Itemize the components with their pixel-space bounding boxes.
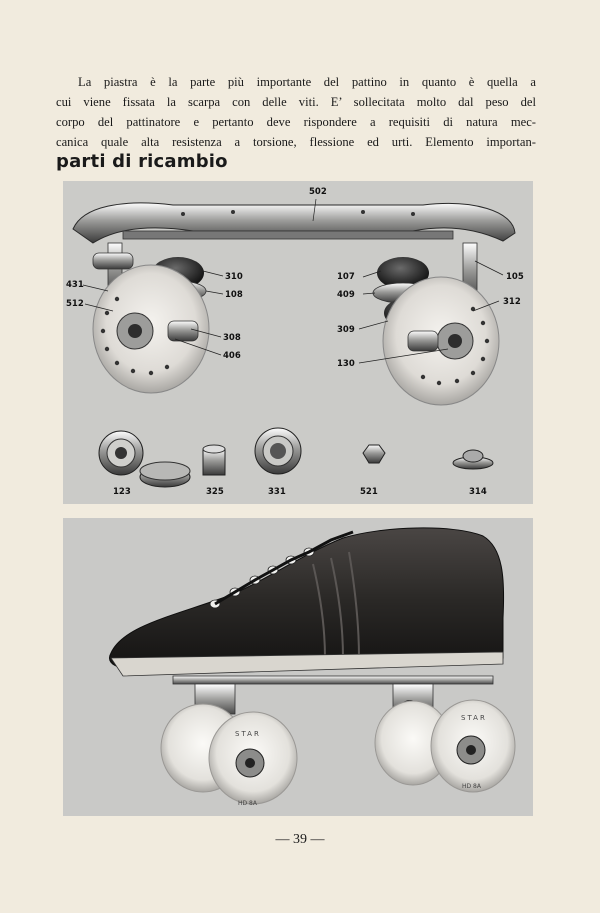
callout-label: 512 xyxy=(66,299,84,309)
paragraph-line: La piastra è la parte più importante del pattino in quanto è quella a xyxy=(78,75,536,89)
parts-photo xyxy=(63,181,533,504)
callout-label: 502 xyxy=(309,187,327,197)
part-number: 521 xyxy=(360,487,378,497)
skate-illustration xyxy=(63,518,533,816)
callout-label: 107 xyxy=(337,272,355,282)
callout-label: 108 xyxy=(225,290,243,300)
callout-label: 130 xyxy=(337,359,355,369)
paragraph-line: canica quale alta resistenza a torsione, flessione ed urti. Elemento importan- xyxy=(56,135,536,149)
paragraph-line: cui viene fissata la scarpa con delle viti. E’ sollecitata molto dal peso del xyxy=(56,95,536,109)
plate xyxy=(173,676,493,684)
callout-label: 409 xyxy=(337,290,355,300)
page-number: — 39 — xyxy=(275,832,325,847)
part-number: 325 xyxy=(206,487,224,497)
callout-label: 105 xyxy=(506,272,524,282)
wheel-code: HD 8A xyxy=(462,783,481,790)
right-truck xyxy=(373,243,499,405)
callout-label: 406 xyxy=(223,351,241,361)
part-number: 314 xyxy=(469,487,487,497)
callout-label: 310 xyxy=(225,272,243,282)
parts-illustration xyxy=(63,181,533,504)
callout-label: 309 xyxy=(337,325,355,335)
loose-parts xyxy=(99,428,493,487)
body-paragraph xyxy=(56,72,536,152)
paragraph-line: corpo del pattinatore e pertanto deve rispondere a requisiti di natura mec- xyxy=(56,115,536,129)
callout-label: 431 xyxy=(66,280,84,290)
part-number: 123 xyxy=(113,487,131,497)
skate-photo xyxy=(63,518,533,816)
callout-label: 308 xyxy=(223,333,241,343)
callout-label: 312 xyxy=(503,297,521,307)
wheel-code: HD 8A xyxy=(238,800,257,807)
skate-plate xyxy=(73,203,515,243)
section-title: parti di ricambio xyxy=(56,151,228,172)
wheel-brand: STAR xyxy=(235,730,261,738)
left-truck xyxy=(93,243,209,393)
wheel-brand: STAR xyxy=(461,714,487,722)
boot xyxy=(110,528,504,676)
part-number: 331 xyxy=(268,487,286,497)
